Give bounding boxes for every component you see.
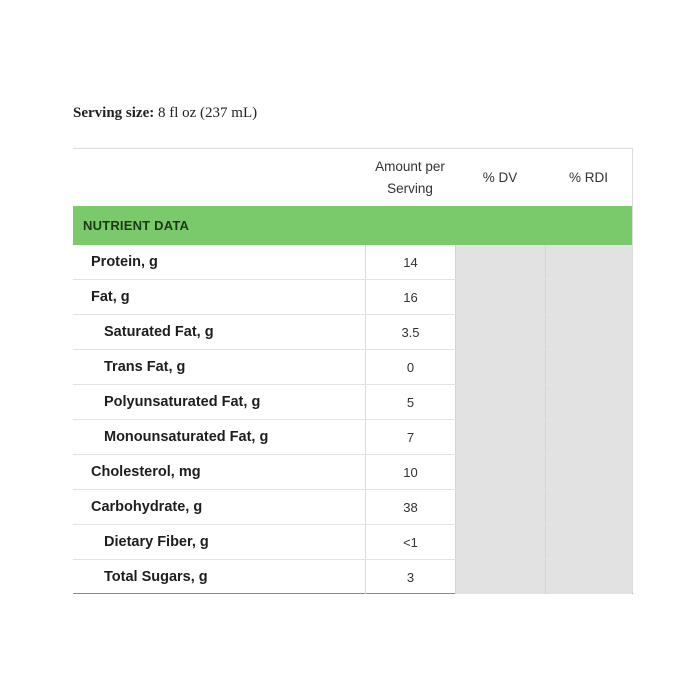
dv-cell	[455, 455, 545, 489]
rdi-cell	[545, 560, 632, 594]
dv-cell	[455, 560, 545, 594]
rdi-cell	[545, 350, 632, 384]
rdi-cell	[545, 280, 632, 314]
rdi-cell	[545, 385, 632, 419]
table-row	[73, 490, 632, 525]
table-row	[73, 245, 632, 280]
dv-cell	[455, 385, 545, 419]
rdi-cell	[545, 525, 632, 559]
dv-cell	[455, 245, 545, 279]
section-header-nutrient-data: NUTRIENT DATA	[73, 206, 632, 245]
nutrient-amount: 7	[365, 420, 455, 454]
nutrient-name: Fat, g	[91, 289, 130, 305]
nutrient-name: Monounsaturated Fat, g	[104, 429, 269, 445]
nutrient-amount: <1	[365, 525, 455, 559]
nutrient-name: Dietary Fiber, g	[104, 534, 209, 550]
nutrient-name: Carbohydrate, g	[91, 499, 203, 515]
amount-header-line1: Amount per	[375, 158, 445, 174]
table-row	[73, 525, 632, 560]
nutrient-name: Total Sugars, g	[104, 569, 208, 585]
dv-cell	[455, 350, 545, 384]
nutrient-name: Trans Fat, g	[104, 359, 186, 375]
dv-cell	[455, 490, 545, 524]
serving-size	[73, 105, 257, 122]
table-row	[73, 315, 632, 350]
table-header	[73, 149, 632, 206]
serving-size-label: Serving size:	[73, 105, 155, 121]
nutrient-name: Saturated Fat, g	[104, 324, 214, 340]
rdi-cell	[545, 455, 632, 489]
table-row	[73, 420, 632, 455]
dv-cell	[455, 280, 545, 314]
rdi-cell	[545, 245, 632, 279]
dv-cell	[455, 420, 545, 454]
nutrition-table	[73, 148, 633, 594]
nutrient-amount: 3	[365, 560, 455, 594]
nutrient-amount: 3.5	[365, 315, 455, 349]
column-header-amount	[365, 149, 455, 206]
table-row	[73, 385, 632, 420]
serving-size-value: 8 fl oz (237 mL)	[157, 105, 258, 121]
column-header-rdi: % RDI	[568, 169, 608, 185]
nutrient-amount: 16	[365, 280, 455, 314]
table-row	[73, 280, 632, 315]
rdi-cell	[545, 420, 632, 454]
column-header-dv: % DV	[482, 169, 518, 185]
table-row	[73, 350, 632, 385]
nutrient-amount: 14	[365, 245, 455, 279]
amount-header-line2: Serving	[387, 180, 433, 196]
rdi-cell	[545, 315, 632, 349]
table-row	[73, 455, 632, 490]
dv-cell	[455, 525, 545, 559]
rdi-cell	[545, 490, 632, 524]
table-row	[73, 560, 632, 595]
nutrient-amount: 10	[365, 455, 455, 489]
nutrient-amount: 0	[365, 350, 455, 384]
nutrient-name: Protein, g	[91, 254, 158, 270]
nutrient-amount: 5	[365, 385, 455, 419]
nutrient-rows	[73, 245, 632, 595]
nutrient-name: Polyunsaturated Fat, g	[104, 394, 261, 410]
dv-cell	[455, 315, 545, 349]
nutrient-name: Cholesterol, mg	[91, 464, 201, 480]
nutrient-amount: 38	[365, 490, 455, 524]
